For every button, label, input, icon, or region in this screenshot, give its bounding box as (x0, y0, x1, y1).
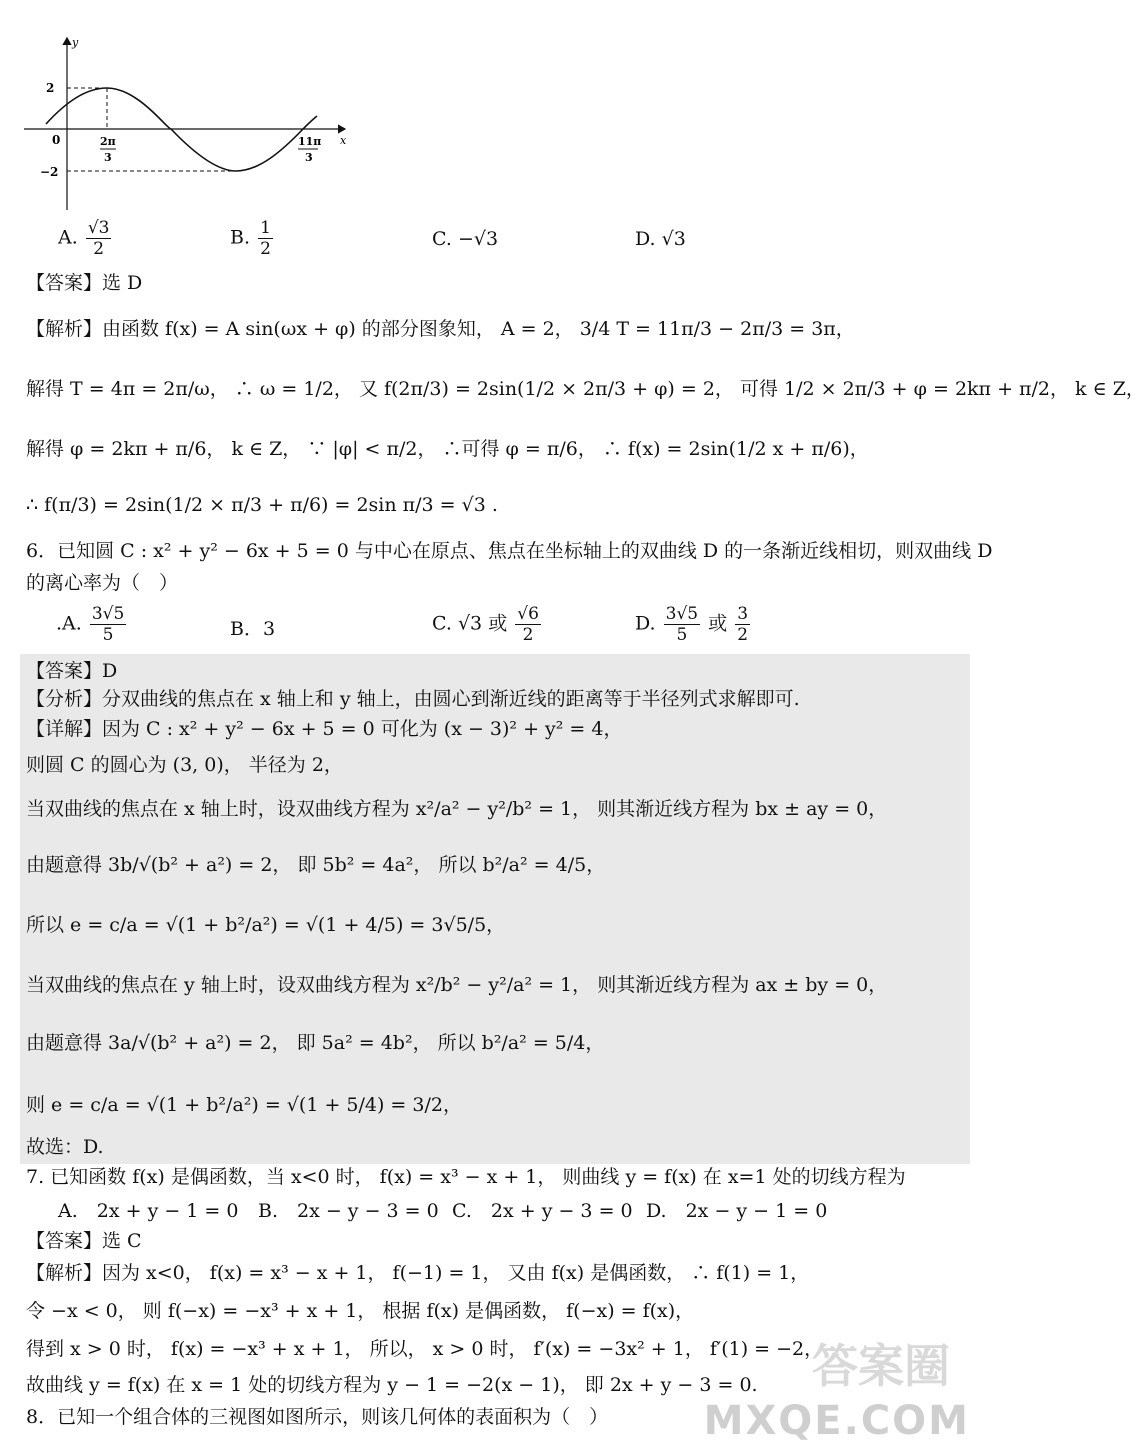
q5-solution-2: 解得 T = 4π = 2π/ω， ∴ ω = 1/2， 又 f(2π/3) = 2sin(1/2 × 2π/3 + φ) = 2， 可得 1/2 × 2π/3 + φ = 2kπ + π/2， k ∈ Z， (26, 378, 1145, 400)
q6-option-c: C. √3 或 $\frac{√6}{2}$ (432, 604, 539, 645)
q5-solution-3: 解得 φ = 2kπ + π/6， k ∈ Z， ∵ |φ| < π/2， ∴可得 φ = π/6， ∴ f(x) = 2sin(1/2 x + π/6)， (26, 438, 869, 460)
q7-option-c: C. 2x + y − 3 = 0 (452, 1200, 633, 1222)
q5-solution-1: 【解析】由函数 f(x) = A sin(ωx + φ) 的部分图象知， A = 2， 3/4 T = 11π/3 − 2π/3 = 3π， (26, 318, 855, 340)
q8-stem: 8．已知一个组合体的三视图如图所示，则该几何体的表面积为（ ） (26, 1406, 609, 1428)
q6-detail-2: 则圆 C 的圆心为 (3, 0)， 半径为 2， (26, 754, 343, 776)
q7-solution-3: 得到 x > 0 时， f(x) = −x³ + x + 1， 所以， x > 0 时， f′(x) = −3x² + 1， f′(1) = −2， (26, 1338, 824, 1360)
q6-option-a: .A. $\frac{3√5}{5}$ (56, 604, 125, 645)
q7-solution-1: 【解析】因为 x<0， f(x) = x³ − x + 1， f(−1) = 1， 又由 f(x) 是偶函数， ∴ f(1) = 1， (26, 1262, 810, 1284)
origin-label: 0 (52, 133, 61, 147)
x-tick1-num: 2π (100, 135, 116, 148)
q5-option-a: A. $\frac{√3}{2}$ (58, 218, 110, 259)
q7-stem: 7. 已知函数 f(x) 是偶函数，当 x<0 时， f(x) = x³ − x + 1， 则曲线 y = f(x) 在 x=1 处的切线方程为 (26, 1166, 906, 1188)
q6-detail-7: 由题意得 3a/√(b² + a²) = 2， 即 5a² = 4b²， 所以 b²/a² = 5/4， (26, 1032, 605, 1054)
q6-detail-1: 【详解】因为 C : x² + y² − 6x + 5 = 0 可化为 (x − 3)² + y² = 4， (26, 718, 623, 740)
x-tick2-num: 11π (298, 135, 322, 148)
q5-option-b: B. $\frac{1}{2}$ (230, 218, 271, 259)
q6-detail-8: 则 e = c/a = √(1 + b²/a²) = √(1 + 5/4) = 3/2， (26, 1094, 462, 1116)
q6-detail-6: 当双曲线的焦点在 y 轴上时，设双曲线方程为 x²/b² − y²/a² = 1， 则其渐近线方程为 ax ± by = 0， (26, 974, 888, 996)
x-tick2-den: 3 (305, 151, 313, 164)
watermark-logo: 答案圈 (812, 1339, 950, 1393)
q5-solution-4: ∴ f(π/3) = 2sin(1/2 × π/3 + π/6) = 2sin π/3 = √3 . (26, 494, 498, 516)
q7-option-a: A. 2x + y − 1 = 0 (58, 1200, 239, 1222)
q6-stem-2: 的离心率为（ ） (26, 572, 179, 594)
q5-option-d: D. √3 (635, 228, 686, 250)
q6-detail-4: 由题意得 3b/√(b² + a²) = 2， 即 5b² = 4a²， 所以 b²/a² = 4/5， (26, 854, 606, 876)
q7-solution-2: 令 −x < 0， 则 f(−x) = −x³ + x + 1， 根据 f(x) 是偶函数， f(−x) = f(x)， (26, 1300, 695, 1322)
y-max-label: 2 (46, 81, 55, 95)
q7-solution-4: 故曲线 y = f(x) 在 x = 1 处的切线方程为 y − 1 = −2(x − 1)， 即 2x + y − 3 = 0. (26, 1374, 758, 1396)
q6-answer: 【答案】D (26, 660, 118, 682)
q5-answer: 【答案】选 D (26, 272, 143, 294)
x-axis-label: x (340, 134, 347, 147)
q6-detail-5: 所以 e = c/a = √(1 + b²/a²) = √(1 + 4/5) = 3√5/5， (26, 914, 506, 936)
q6-detail-9: 故选：D. (26, 1136, 104, 1158)
q6-detail-3: 当双曲线的焦点在 x 轴上时，设双曲线方程为 x²/a² − y²/b² = 1， 则其渐近线方程为 bx ± ay = 0， (26, 798, 888, 820)
q7-option-b: B. 2x − y − 3 = 0 (258, 1200, 439, 1222)
q6-stem-1: 6．已知圆 C : x² + y² − 6x + 5 = 0 与中心在原点、焦点在坐标轴上的双曲线 D 的一条渐近线相切，则双曲线 D (26, 540, 993, 562)
q7-option-d: D. 2x − y − 1 = 0 (646, 1200, 828, 1222)
q6-option-b: B．3 (230, 618, 276, 640)
q6-analysis: 【分析】分双曲线的焦点在 x 轴上和 y 轴上，由圆心到渐近线的距离等于半径列式求解即可. (26, 688, 800, 710)
y-min-label: −2 (40, 165, 59, 179)
q7-answer: 【答案】选 C (26, 1230, 142, 1252)
y-axis-label: y (72, 36, 79, 49)
watermark-text: MXQE.COM (703, 1398, 970, 1444)
q6-option-d: D. $\frac{3√5}{5}$ 或 $\frac{3}{2}$ (635, 604, 749, 645)
sine-graph (20, 30, 360, 220)
x-tick1-den: 3 (104, 151, 112, 164)
q5-option-c: C. −√3 (432, 228, 499, 250)
